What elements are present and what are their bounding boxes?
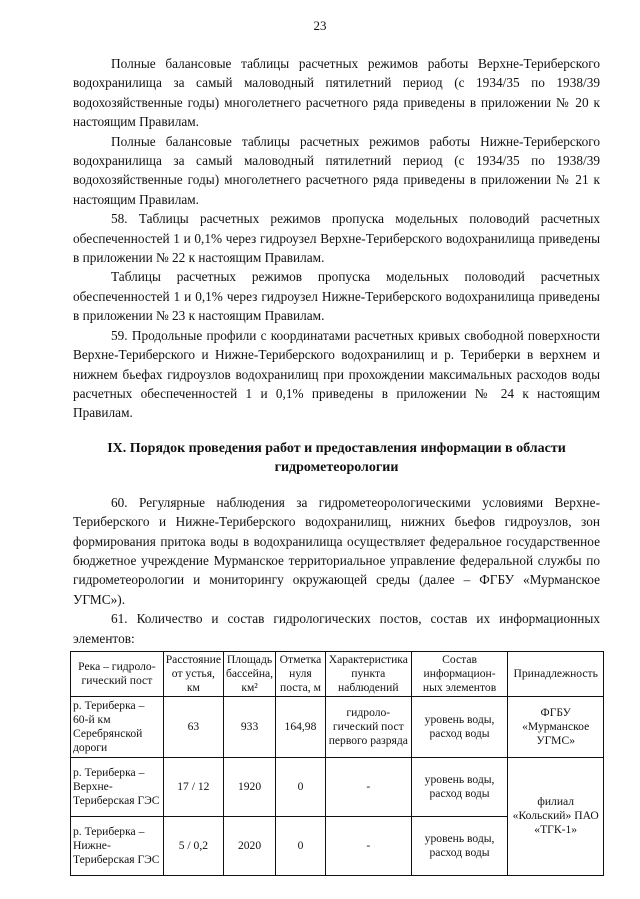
cell-characteristic: гидроло-гический пост первого разряда <box>325 696 411 757</box>
cell-zero-mark: 0 <box>276 757 326 816</box>
header-info-elements: Состав информацион-ных элементов <box>411 651 508 696</box>
cell-distance: 17 / 12 <box>163 757 223 816</box>
cell-river-post: р. Териберка – Нижне-Териберская ГЭС <box>71 816 164 875</box>
paragraph: Полные балансовые таблицы расчетных режимов работы Верхне-Териберского водохранилища за самый маловодный пятилетний период (с 1934/35 по 1938/39 водохозяйственные годы) многолетнего расчетного ряда приведены в приложении № 20 к настоящим Правилам. <box>73 56 600 130</box>
paragraph: 61. Количество и состав гидрологических постов, состав их информационных элементов: <box>73 611 600 646</box>
cell-info-elements: уровень воды, расход воды <box>411 696 508 757</box>
cell-basin-area: 1920 <box>224 757 276 816</box>
section-heading: IX. Порядок проведения работ и предоставления информации в области гидрометеорологии <box>107 440 566 475</box>
document-body <box>73 54 600 876</box>
cell-info-elements: уровень воды, расход воды <box>411 757 508 816</box>
paragraph: 59. Продольные профили с координатами расчетных кривых свободной поверхности Верхне-Териберского и Нижне-Териберского водохранилищ и р. Териберки в верхнем и нижнем бьефах гидроузлов водохранилищ при прохождении максимальных расходов воды расчетных обеспеченностей 1 и 0,1% приведены в приложении № 24 к настоящим Правилам. <box>73 327 600 421</box>
gauging-stations-table <box>70 651 604 876</box>
cell-basin-area: 933 <box>224 696 276 757</box>
cell-info-elements: уровень воды, расход воды <box>411 816 508 875</box>
cell-distance: 5 / 0,2 <box>163 816 223 875</box>
header-river-post: Река – гидроло-гический пост <box>71 651 164 696</box>
table-row <box>71 757 604 816</box>
header-distance: Расстояние от устья, км <box>163 651 223 696</box>
cell-river-post: р. Териберка – 60-й км Серебрянской дороги <box>71 696 164 757</box>
cell-zero-mark: 0 <box>276 816 326 875</box>
cell-owner: ФГБУ «Мурманское УГМС» <box>508 696 604 757</box>
cell-zero-mark: 164,98 <box>276 696 326 757</box>
paragraph: 58. Таблицы расчетных режимов пропуска модельных половодий расчетных обеспеченностей 1 и 0,1% через гидроузел Верхне-Териберского водохранилища приведены в приложении № 22 к настоящим Правилам. <box>73 211 600 266</box>
page-number: 23 <box>313 18 327 33</box>
header-zero-mark: Отметка нуля поста, м <box>276 651 326 696</box>
cell-basin-area: 2020 <box>224 816 276 875</box>
paragraph: 60. Регулярные наблюдения за гидрометеорологическими условиями Верхне-Териберского и Нижне-Териберского водохранилищ, нижних бьефов гидроузлов, зон формирования притока воды в водохранилища осуществляет федеральное государственное бюджетное учреждение Мурманское территориальное управление федеральной службы по гидрометеорологии и мониторингу окружающей среды (далее – ФГБУ «Мурманское УГМС»). <box>73 494 600 607</box>
paragraph: Таблицы расчетных режимов пропуска модельных половодий расчетных обеспеченностей 1 и 0,1% через гидроузел Нижне-Териберского водохранилища приведены в приложении № 23 к настоящим Правилам. <box>73 269 600 324</box>
cell-distance: 63 <box>163 696 223 757</box>
cell-owner: филиал «Кольский» ПАО «ТГК-1» <box>508 757 604 875</box>
paragraph: Полные балансовые таблицы расчетных режимов работы Нижне-Териберского водохранилища за самый маловодный пятилетний период (с 1934/35 по 1938/39 водохозяйственные годы) многолетнего расчетного ряда приведены в приложении № 21 к настоящим Правилам. <box>73 133 600 207</box>
header-basin-area: Площадь бассейна, км² <box>224 651 276 696</box>
table-header-row <box>71 651 604 696</box>
cell-characteristic: - <box>325 816 411 875</box>
cell-characteristic: - <box>325 757 411 816</box>
header-owner: Принадлежность <box>508 651 604 696</box>
header-characteristic: Характеристика пункта наблюдений <box>325 651 411 696</box>
cell-river-post: р. Териберка – Верхне-Териберская ГЭС <box>71 757 164 816</box>
table-row <box>71 696 604 757</box>
